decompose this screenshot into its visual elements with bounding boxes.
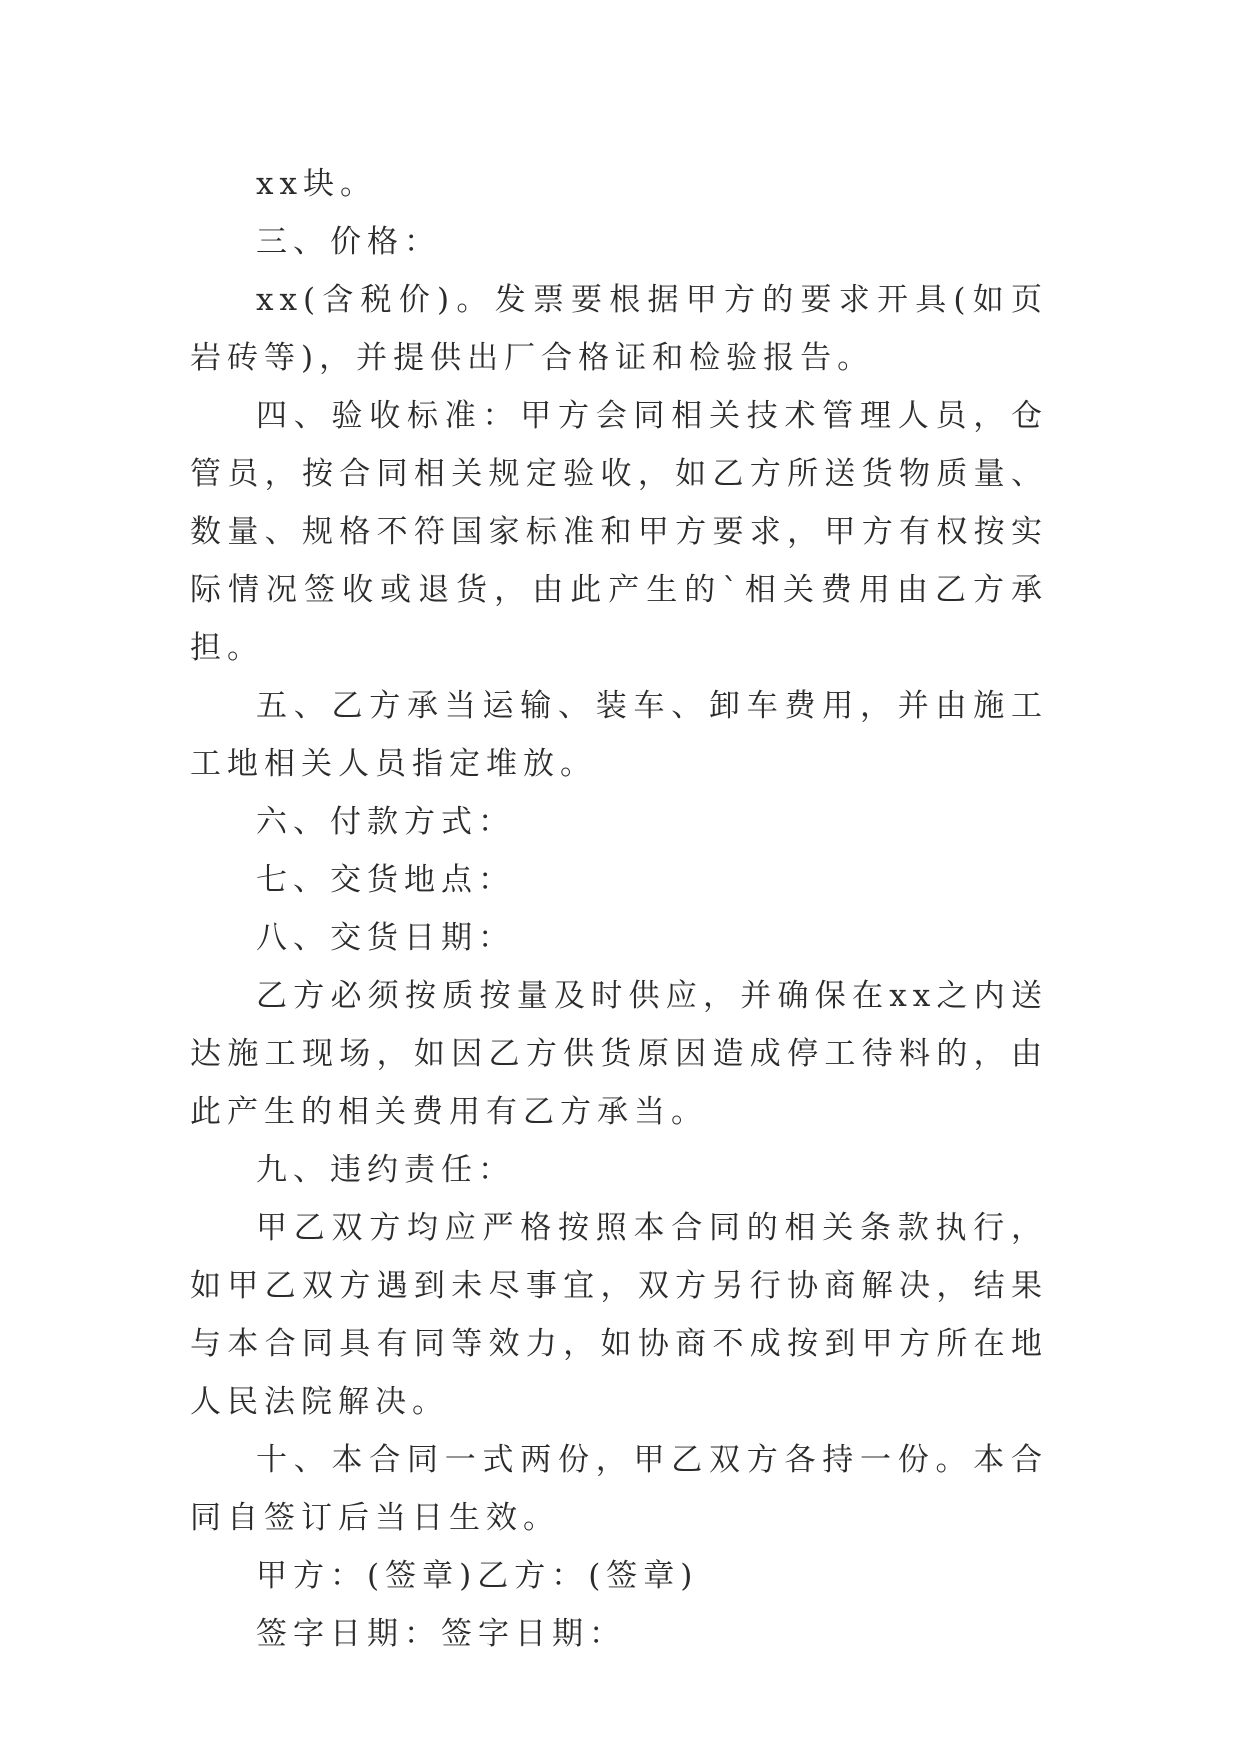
section-delivery-location: 七、交货地点： <box>256 862 515 898</box>
section-payment-method: 六、付款方式： <box>256 804 515 840</box>
signature-date-line: 签字日期：签字日期： <box>256 1616 626 1652</box>
signature-line: 甲方：(签章)乙方：(签章) <box>256 1558 699 1594</box>
section-liability-heading: 九、违约责任： <box>256 1152 515 1188</box>
paragraph-liability: 甲乙双方均应严格按照本合同的相关条款执行，如甲乙双方遇到未尽事宜，双方另行协商解决，结果与本合同具有同等效力，如协商不成按到甲方所在地人民法院解决。 <box>190 1210 1048 1420</box>
contract-body <box>190 155 1048 1663</box>
section-acceptance-standard: 四、验收标准：甲方会同相关技术管理人员，仓管员，按合同相关规定验收，如乙方所送货物质量、数量、规格不符国家标准和甲方要求，甲方有权按实际情况签收或退货，由此产生的`相关费用由乙方承担。 <box>190 398 1048 666</box>
section-price-heading: 三、价格： <box>256 224 441 260</box>
paragraph-price: xx(含税价)。发票要根据甲方的要求开具(如页岩砖等)，并提供出厂合格证和检验报告。 <box>190 282 1048 376</box>
section-transport-costs: 五、乙方承当运输、装车、卸车费用，并由施工工地相关人员指定堆放。 <box>190 688 1048 782</box>
paragraph-quantity-end: xx块。 <box>256 166 377 202</box>
section-copies-effect: 十、本合同一式两份，甲乙双方各持一份。本合同自签订后当日生效。 <box>190 1442 1048 1536</box>
section-delivery-date: 八、交货日期： <box>256 920 515 956</box>
paragraph-delivery-terms: 乙方必须按质按量及时供应，并确保在xx之内送达施工现场，如因乙方供货原因造成停工待料的，由此产生的相关费用有乙方承当。 <box>190 978 1048 1130</box>
